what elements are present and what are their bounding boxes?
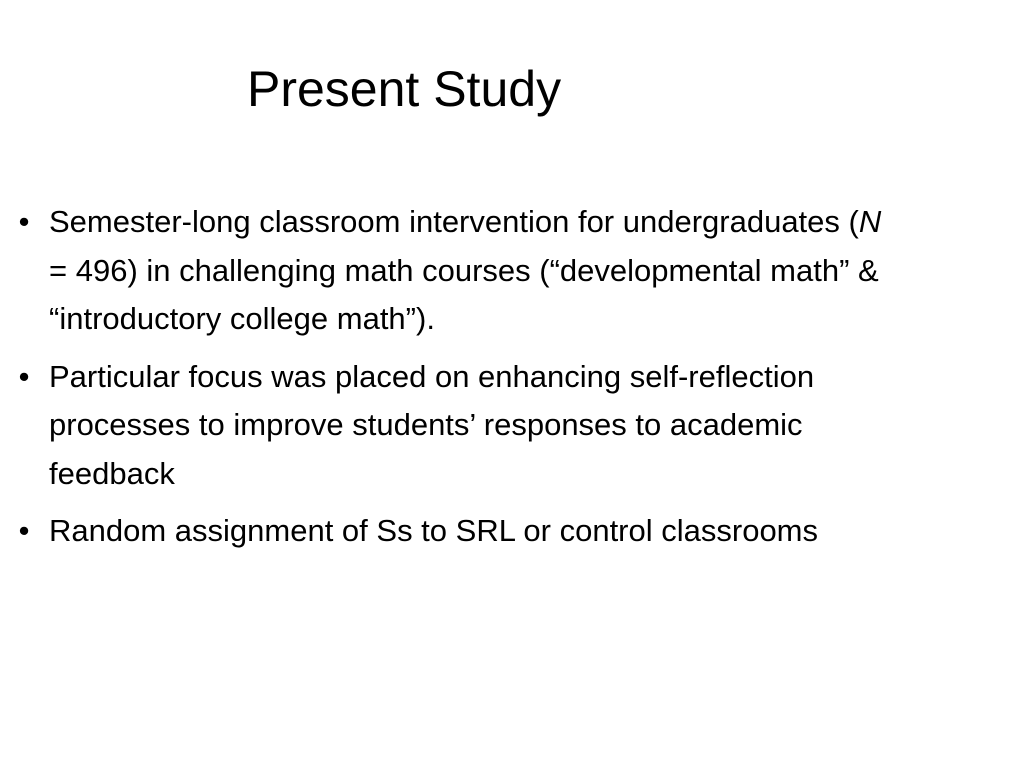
bullet-dot-icon: •: [18, 513, 30, 548]
bullet-item-intervention: [14, 198, 894, 344]
bullet-dot-icon: •: [18, 358, 30, 394]
bullet-item-assignment: [14, 507, 894, 556]
bullet-text-focus: Particular focus was placed on enhancing self-reflection processes to improve students’ responses to academic feedback: [49, 358, 815, 491]
sample-size-symbol: N: [858, 204, 882, 239]
bullet-text-part: Semester-long classroom intervention for undergraduates (: [49, 204, 859, 239]
bullet-list: [14, 198, 894, 565]
bullet-text-intervention: [49, 204, 881, 336]
bullet-item-focus: [14, 353, 894, 499]
bullet-dot-icon: •: [18, 204, 30, 239]
bullet-text-assignment: Random assignment of Ss to SRL or control classrooms: [49, 513, 819, 548]
bullet-text-part: = 496) in challenging math courses (“developmental math” & “introductory college math”).: [49, 252, 879, 336]
slide-title: Present Study: [247, 61, 562, 117]
